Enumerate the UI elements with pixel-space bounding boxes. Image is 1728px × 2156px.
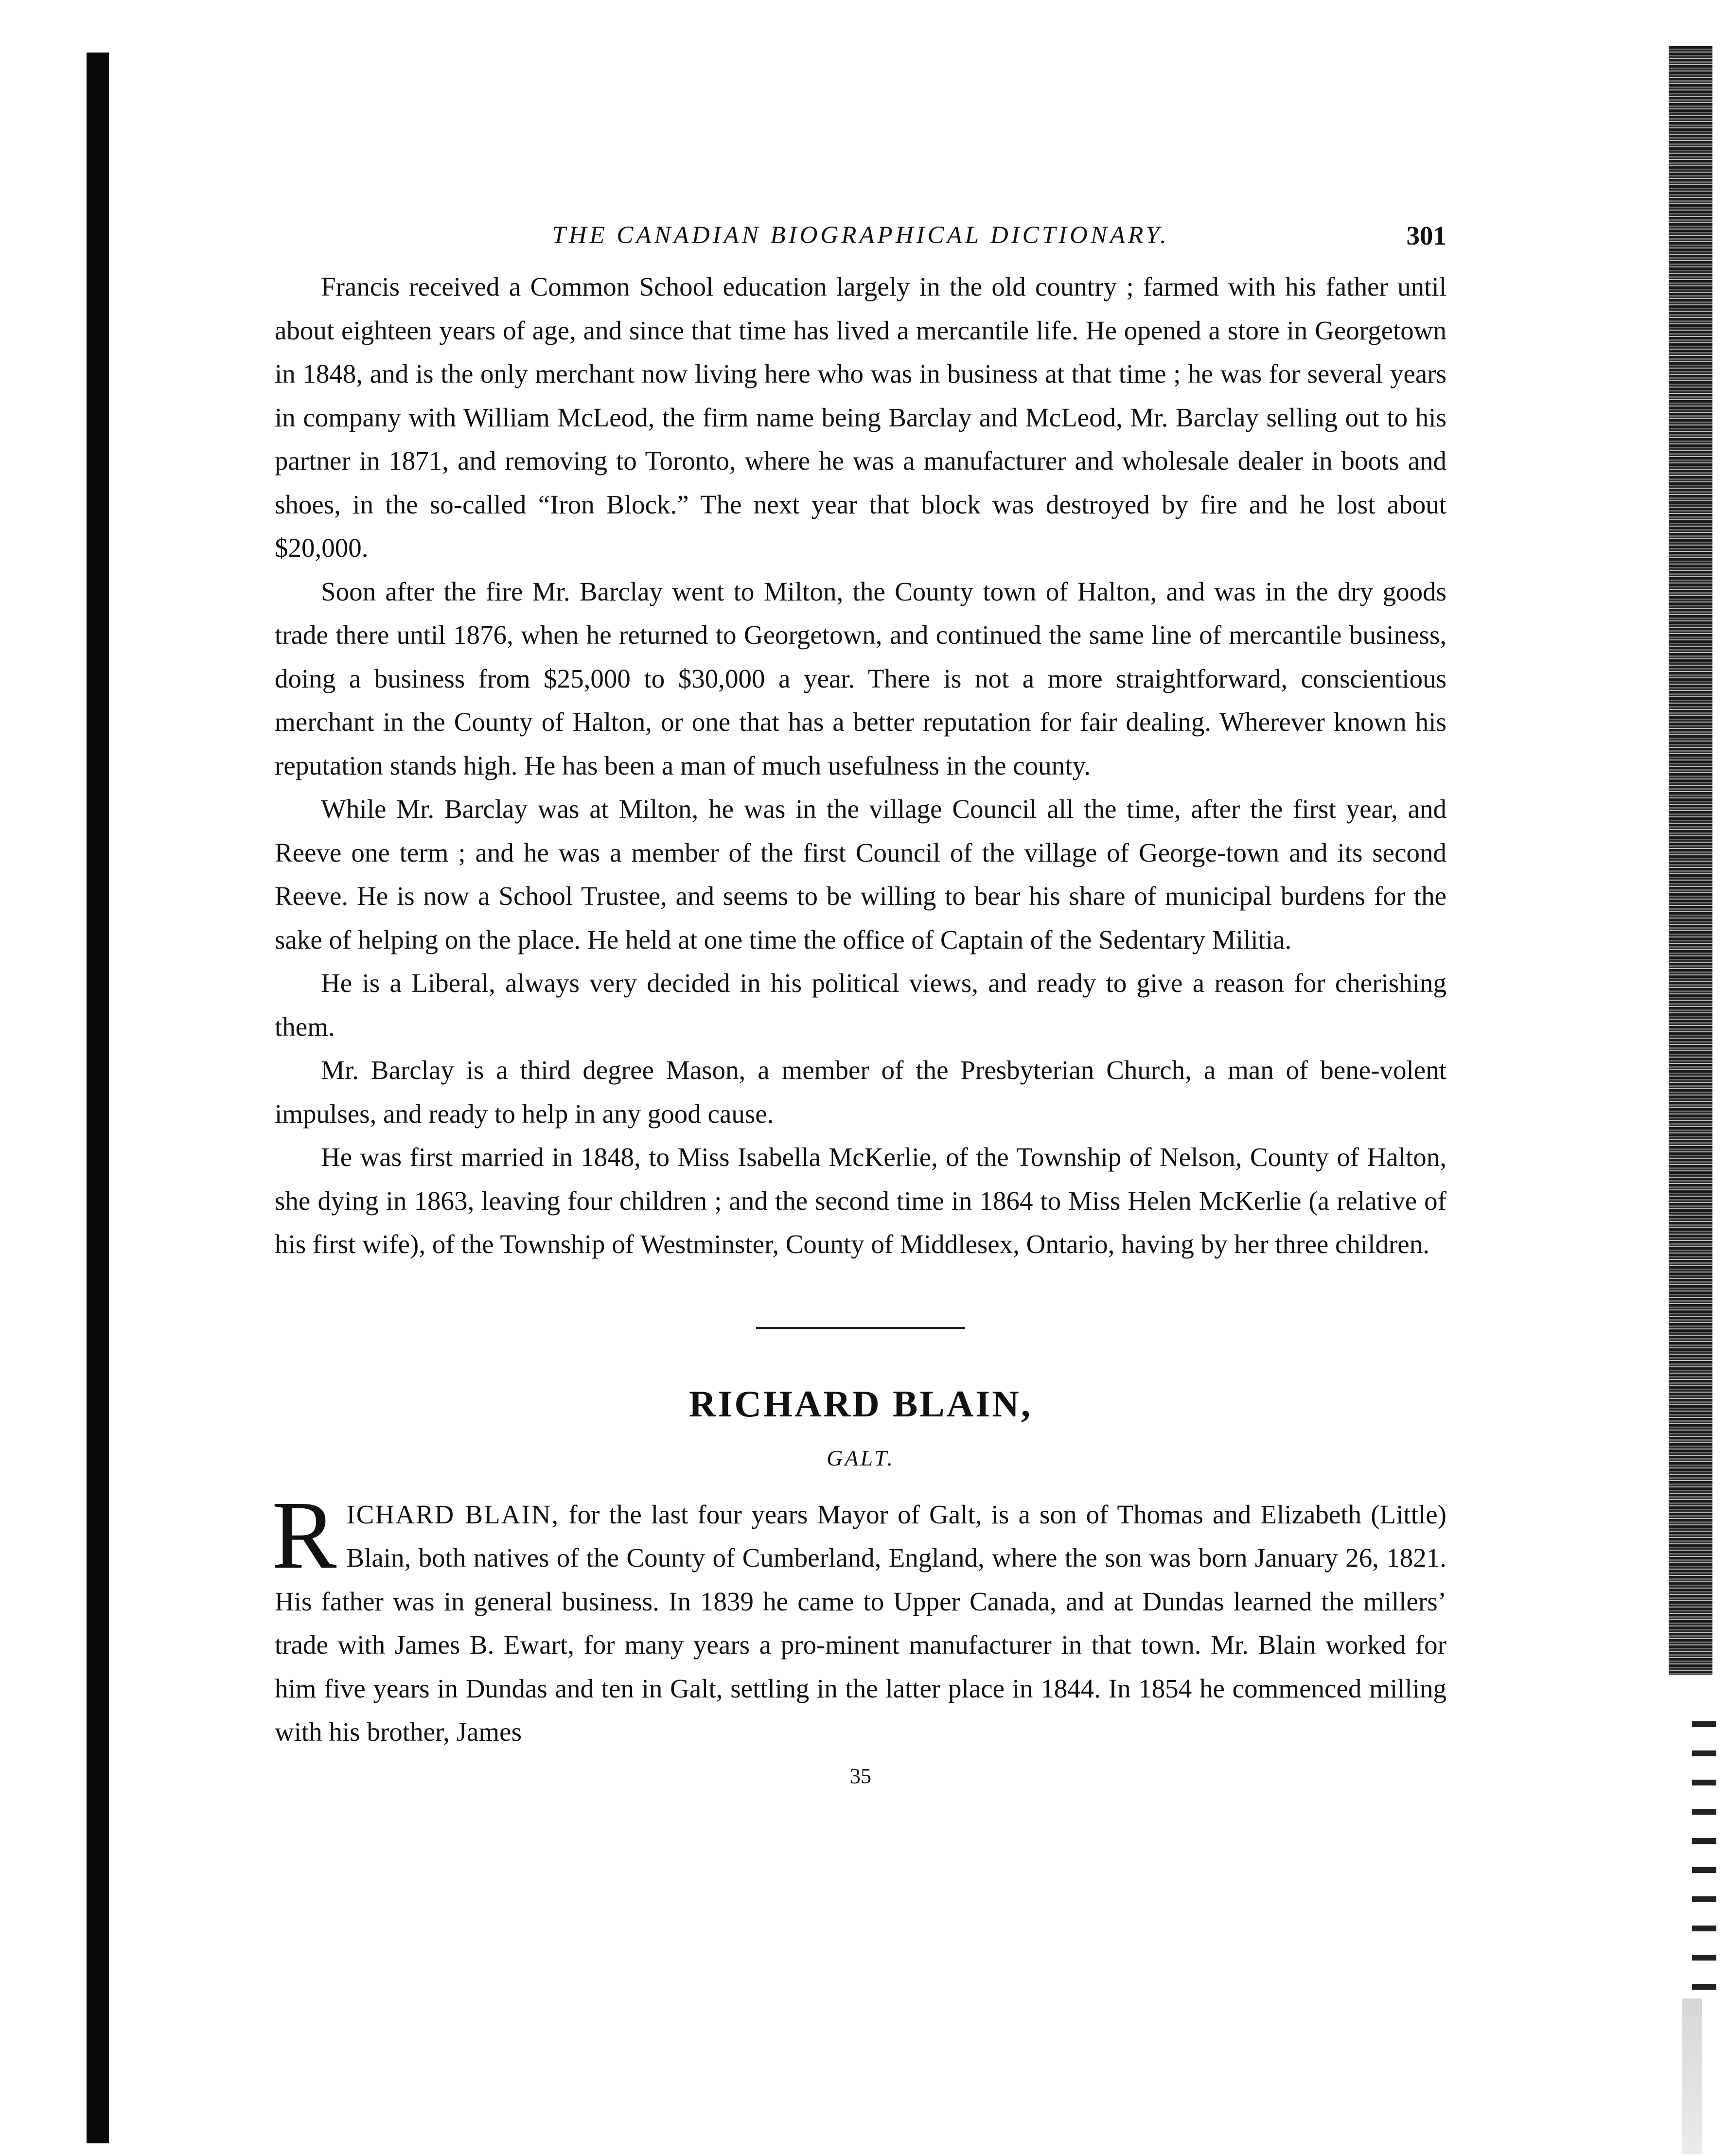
page-edge-right <box>1669 46 1712 1675</box>
running-head <box>275 221 1446 265</box>
entry-lead-paragraph <box>272 1481 1446 1754</box>
page-number: 301 <box>1406 221 1446 250</box>
paragraph: Francis received a Common School education largely in the old country ; farmed with his father until about eighteen years of age, and since that time has lived a mercantile life. He opened a store in Georgetown in 1848, and is the only merchant now living here who was in business at that time ; he was for several years in company with William McLeod, the firm name being Barclay and McLeod, Mr. Barclay selling out to his partner in 1871, and removing to Toronto, where he was a manufacturer and wholesale dealer in boots and shoes, in the so-called “Iron Block.” The next year that block was destroyed by fire and he lost about $20,000. <box>275 272 1446 563</box>
paragraph: Mr. Barclay is a third degree Mason, a member of the Presbyterian Church, a man of bene-volent impulses, and ready to help in any good cause. <box>275 1055 1446 1129</box>
entry-place: GALT. <box>827 1445 895 1470</box>
page-edge-ticks <box>1692 1721 1716 1994</box>
lead-caps: ICHARD BLAIN, <box>346 1499 560 1529</box>
section-divider <box>756 1327 965 1329</box>
lead-text: for the last four years Mayor of Galt, is a son of Thomas and Elizabeth (Little) Blain, both natives of the County of Cumberland, England, where the son was born January 26, 1821. His father was in general business. In 1839 he came to Upper Canada, and at Dundas learned the millers’ trade with James B. Ewart, for many years a pro-minent manufacturer in that town. Mr. Blain worked for him five years in Dundas and ten in Galt, settling in the latter place in 1844. In 1854 he commenced milling with his brother, James <box>275 1499 1446 1747</box>
paragraph: While Mr. Barclay was at Milton, he was in the village Council all the time, after the first year, and Reeve one term ; and he was a member of the first Council of the village of George-town and its second Reeve. He is now a School Trustee, and seems to be willing to bear his share of municipal burdens for the sake of helping on the place. He held at one time the office of Captain of the Sedentary Militia. <box>275 794 1446 954</box>
page-body <box>272 221 1446 1788</box>
running-title: THE CANADIAN BIOGRAPHICAL DICTIONARY. <box>552 222 1169 249</box>
paragraph: Soon after the fire Mr. Barclay went to Milton, the County town of Halton, and was in the dry goods trade there until 1876, when he returned to Georgetown, and continued the same line of mercantile business, doing a business from $25,000 to $30,000 a year. There is not a more straightforward, conscientious merchant in the County of Halton, or one that has a better reputation for fair dealing. Wherever known his reputation stands high. He has been a man of much usefulness in the county. <box>275 576 1446 780</box>
entry-heading: RICHARD BLAIN, <box>688 1382 1033 1425</box>
binding-edge <box>87 53 109 2143</box>
page-edge-bottom <box>1682 1998 1702 2154</box>
paragraph: He is a Liberal, always very decided in his political views, and ready to give a reason for cherishing them. <box>275 968 1446 1042</box>
paragraph: He was first married in 1848, to Miss Isabella McKerlie, of the Township of Nelson, County of Halton, she dying in 1863, leaving four children ; and the second time in 1864 to Miss Helen McKerlie (a relative of his first wife), of the Township of Westminster, County of Middlesex, Ontario, having by her three children. <box>275 1142 1446 1259</box>
signature-mark: 35 <box>850 1764 871 1788</box>
drop-cap: R <box>272 1481 337 1589</box>
